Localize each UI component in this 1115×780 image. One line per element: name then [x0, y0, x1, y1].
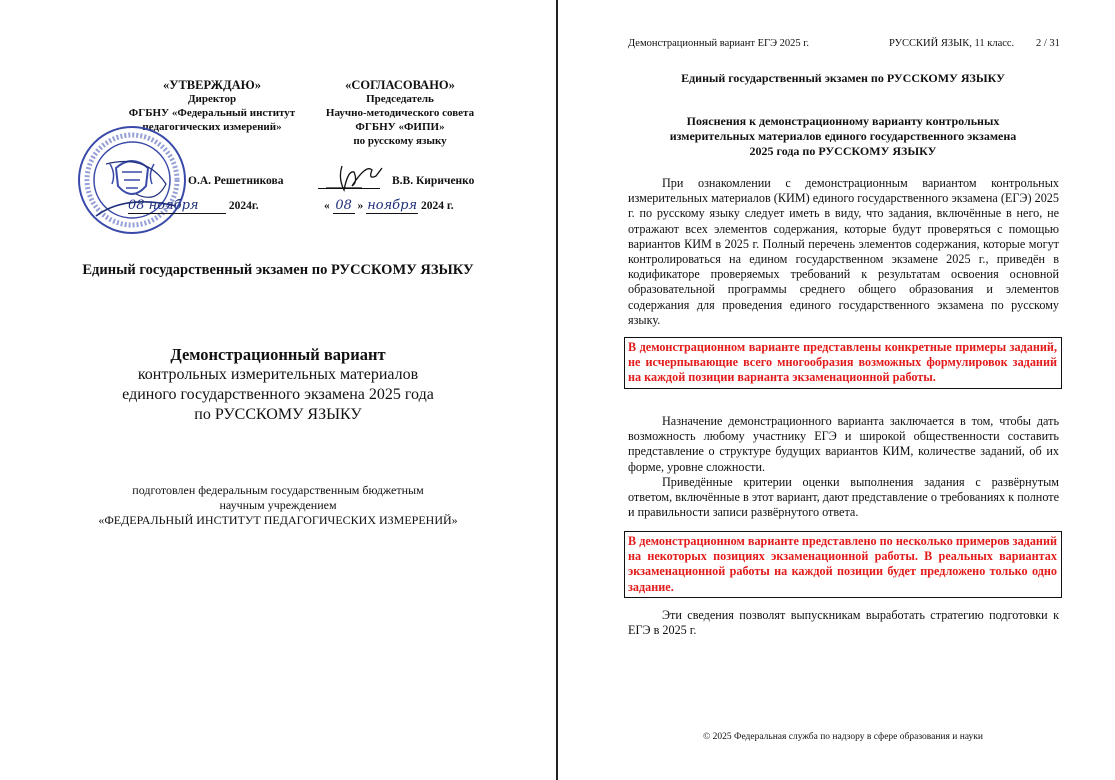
agree-date — [324, 198, 484, 214]
demo-variant-title: Демонстрационный вариант — [170, 345, 386, 364]
paragraph-strategy: Эти сведения позволят выпускникам выработать стратегию подготовки к ЕГЭ в 2025 г. — [628, 608, 1059, 638]
agree-subject: по русскому языку — [353, 135, 447, 147]
official-seal-stamp — [76, 124, 188, 236]
agree-date-month: ноября — [367, 198, 418, 213]
paragraph-criteria: Приведённые критерии оценки выполнения задания с развёрнутым ответом, включённые в этот вариант, дают представление о требованиях к полноте и правильности записи развёрнутого ответа. — [628, 475, 1059, 520]
paragraph-purpose: Назначение демонстрационного варианта заключается в том, чтобы дать возможность любому участнику ЕГЭ и широкой общественности составить представление о структуре будущих вариантов КИМ, количестве заданий, об их форме, уровне сложности. — [628, 414, 1059, 474]
agree-org: ФГБНУ «ФИПИ» — [355, 121, 445, 133]
prepared-line3: «ФЕДЕРАЛЬНЫЙ ИНСТИТУТ ПЕДАГОГИЧЕСКИХ ИЗМЕРЕНИЙ» — [98, 513, 458, 527]
demo-variant-line2: единого государственного экзамена 2025 года — [122, 386, 434, 403]
approve-handwritten-date: 08 ноября — [128, 198, 226, 214]
header-left: Демонстрационный вариант ЕГЭ 2025 г. — [628, 38, 810, 49]
header-center: РУССКИЙ ЯЗЫК, 11 класс. — [889, 38, 1015, 49]
prepared-line2: научным учреждением — [219, 498, 337, 512]
agree-heading: «СОГЛАСОВАНО» — [345, 78, 455, 92]
demo-variant-block — [0, 345, 556, 425]
approve-position: Директор — [187, 93, 237, 105]
approve-org-line1: ФГБНУ «Федеральный институт — [128, 107, 296, 119]
explanation-title-line1: Пояснения к демонстрационному варианту контрольных — [686, 114, 1000, 128]
agree-council: Научно-методического совета — [325, 107, 475, 119]
copyright-footer: © 2025 Федеральная служба по надзору в сфере образования и науки — [702, 732, 983, 742]
paragraph-intro: При ознакомлении с демонстрационным вариантом контрольных измерительных материалов (КИМ) единого государственного экзамена (ЕГЭ) 2025 г. по русскому языку следует иметь в виду, что задания, включённые в него, не отражают всех элементов содержания, которые будут проверяться с помощью вариантов КИМ в 2025 г. Полный перечень элементов содержания, которые могут контролироваться на едином государственном экзамене 2025 г., приведён в кодификаторе проверяемых требований к результатам освоения основной образовательной программы среднего общего образования и элементов содержания для проведения единого государственного экзамена по русскому языку. — [628, 176, 1059, 327]
approve-date-year: 2024г. — [228, 200, 259, 212]
notice-box-2: В демонстрационном варианте представлено по несколько примеров заданий на некоторых позициях экзаменационной работы. В реальных вариантах экзаменационной работы на каждой позиции будет предложено только одно задание. — [624, 531, 1062, 598]
agree-date-year: 2024 г. — [421, 200, 454, 212]
agree-date-open-quote: « — [324, 200, 330, 212]
left-page — [0, 0, 556, 780]
right-exam-title: Единый государственный экзамен по РУССКОМУ ЯЗЫКУ — [681, 71, 1005, 85]
prepared-line1: подготовлен федеральным государственным бюджетным — [132, 483, 424, 497]
explanation-title — [628, 114, 1058, 159]
prepared-by-block — [0, 483, 556, 528]
agree-position: Председатель — [366, 93, 434, 105]
agree-block — [300, 78, 500, 148]
demo-variant-line3: по РУССКОМУ ЯЗЫКУ — [194, 406, 362, 423]
agree-date-day: 08 — [333, 198, 355, 214]
approve-signer: О.А. Решетникова — [188, 175, 284, 187]
agree-date-close-quote: » — [357, 200, 364, 212]
approve-heading: «УТВЕРЖДАЮ» — [163, 78, 261, 92]
agree-signature-line — [318, 188, 380, 189]
approve-org-line2: педагогических измерений» — [142, 121, 282, 133]
right-page — [558, 0, 1115, 780]
explanation-title-line3: 2025 года по РУССКОМУ ЯЗЫКУ — [749, 144, 937, 158]
explanation-title-line2: измерительных материалов единого государственного экзамена — [669, 129, 1017, 143]
agree-signer: В.В. Кириченко — [392, 175, 475, 187]
notice-box-1: В демонстрационном варианте представлены конкретные примеры заданий, не исчерпывающие всего многообразия возможных формулировок заданий на каждой позиции варианта экзаменационной работы. — [624, 337, 1062, 389]
demo-variant-line1: контрольных измерительных материалов — [137, 366, 419, 383]
left-exam-title: Единый государственный экзамен по РУССКОМУ ЯЗЫКУ — [82, 262, 474, 278]
page-number: 2 / 31 — [1036, 38, 1060, 49]
approve-date — [128, 198, 268, 214]
